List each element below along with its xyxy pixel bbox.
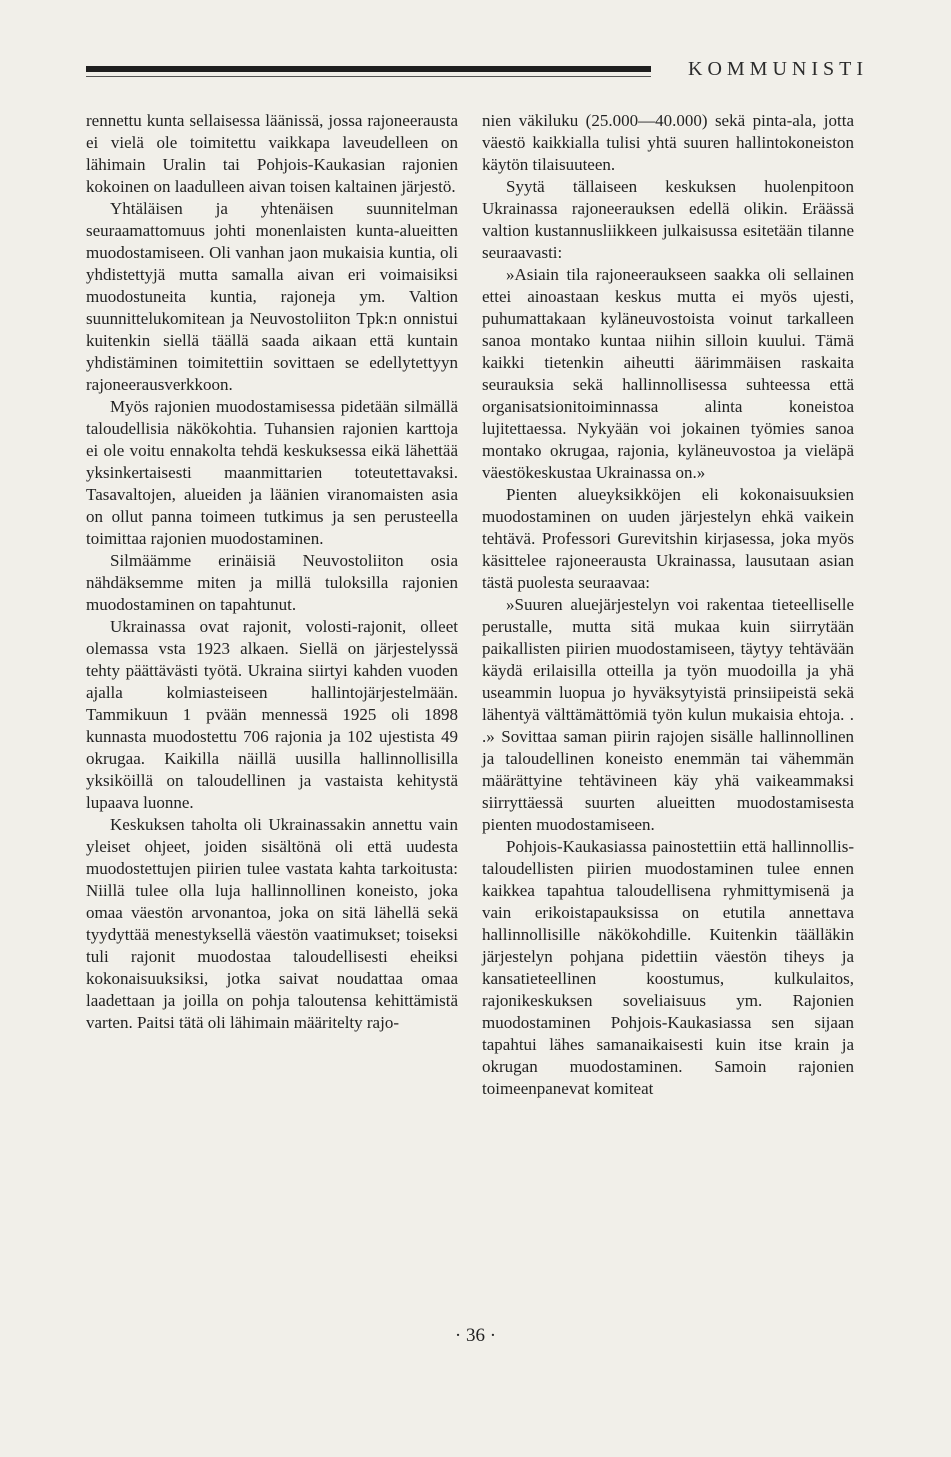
left-column [86,110,458,1034]
paragraph: nien väkiluku (25.000—40.000) sekä pinta-ala, jotta väestö kaikkialla tulisi yhtä suuren hallintokoneiston käytön tilaisuuteen. [482,111,854,174]
paragraph: Yhtäläisen ja yhtenäisen suunnitelman seuraamattomuus johti monenlaisten kunta-alueitten muodostamiseen. Oli vanhan jaon mukaisia kuntia, oli yhdistettyjä mutta samalla aivan eri voimaisiksi muodostuneita kuntia, rajoneja ym. Valtion suunnittelukomitean ja Neuvostoliiton Tpk:n onnistui kuitenkin siellä täällä saada aikaan että kuntain yhdistäminen toimitettiin sovittaen se edellytettyyn rajoneerausverkkoon. [86,199,458,394]
paragraph: rennettu kunta sellaisessa läänissä, jossa rajoneerausta ei vielä ole toimitettu vaikkapa laveudelleen on lähimain Uralin tai Pohjois-Kaukasian rajonien kokoinen on laadulleen aivan toisen kaltainen järjestö. [86,111,458,196]
paragraph: Pohjois-Kaukasiassa painostettiin että hallinnollis-taloudellisten piirien muodostaminen tulee ennen kaikkea tapahtua taloudellisena ryhmittymisenä ja vain erikoistapauksissa on etutila annettava hallinnollisille näkökohdille. Kuitenkin täälläkin järjestelyn pohjana pidettiin väestön tiheys ja kansatieteellinen koostumus, kulkulaitos, rajonikeskuksen soveliaisuus ym. Rajonien muodostaminen Pohjois-Kaukasiassa sen sijaan tapahtui lähes samanaikaisesti kuin itse krain ja okrugan muodostaminen. Samoin rajonien toimeenpanevat komiteat [482,837,854,1098]
header-rule [86,66,651,72]
journal-title: KOMMUNISTI [688,58,868,80]
paragraph: Myös rajonien muodostamisessa pidetään silmällä taloudellisia näkökohtia. Tuhansien rajonien karttoja ei ole voitu ennakolta tehdä keskuksessa eikä lähettää yksinkertaisesti maanmittarien toteutettavaksi. Tasavaltojen, alueiden ja läänien viranomaisten asia on ollut panna toimeen tutkimus ja sen perusteella toimittaa rajonien muodostaminen. [86,397,458,548]
paragraph: »Suuren aluejärjestelyn voi rakentaa tieteelliselle perustalle, mutta sitä mukaa kuin siirrytään paikallisten piirien muodostamiseen, täytyy tehtävään käydä erilaisilla otteilla ja työn muodoilla ja yhä useammin luopua jo hyväksytyistä prinsiipeistä sekä lähentyä välttämättömiä työn kulun mukaisia ehtoja. . .» Sovittaa saman piirin rajojen sisälle hallinnollinen ja taloudellinen koneisto enemmän tai vähemmän määrättyine tehtävineen käy yhä vaikeammaksi siirryttäessä suurten alueitten muodostamisesta pienten muodostamiseen. [482,595,854,834]
paragraph: Ukrainassa ovat rajonit, volosti-rajonit, olleet olemassa vsta 1923 alkaen. Siellä on järjestelyssä tehty päättävästi työtä. Ukraina siirtyi kahden vuoden ajalla kolmiasteiseen hallintojärjestelmään. Tammikuun 1 pvään mennessä 1925 oli 1898 kunnasta muodostettu 706 rajonia ja 102 ujestista 49 okrugaa. Kaikilla näillä uusilla hallinnollisilla yksiköillä on taloudellinen ja vastaista kehitystä lupaava luonne. [86,617,458,812]
paragraph: Pienten alueyksikköjen eli kokonaisuuksien muodostaminen on uuden järjestelyn ehkä vaikein tehtävä. Professori Gurevitshin kirjasessa, joka myös käsittelee rajoneerausta Ukrainassa, lausutaan asian tästä puolesta seuraavaa: [482,485,854,592]
right-column [482,110,854,1100]
header-rule-thin [86,76,651,77]
paragraph: Silmäämme erinäisiä Neuvostoliiton osia nähdäksemme miten ja millä tuloksilla rajonien muodostaminen on tapahtunut. [86,551,458,614]
page-number: · 36 · [454,1325,497,1346]
paragraph: Keskuksen taholta oli Ukrainassakin annettu vain yleiset ohjeet, joiden sisältönä oli että uudesta muodostettujen piirien tulee vastata kahta tarkoitusta: Niillä tulee olla luja hallinnollinen koneisto, joka omaa väestön arvonantoa, joka on sitä lähellä sekä tyydyttää menestyksellä väestön vaatimukset; toiseksi tuli rajonit muodostaa taloudellisesti eheiksi kokonaisuuksiksi, jotka saivat noudattaa omaa laadettaan ja joilla on pohja taloutensa kehittämistä varten. Paitsi tätä oli lähimain määritelty rajo- [86,815,458,1032]
paragraph: »Asiain tila rajoneeraukseen saakka oli sellainen ettei ainoastaan keskus mutta ei myös ujesti, puhumattakaan kyläneuvostoista voinut tarkalleen sanoa montako kuntaa niihin silloin kuului. Tämä kaikki tietenkin aiheutti äärimmäisen raskaita seurauksia sekä hallinnollisessa suhteessa että organisatsionitoiminnassa alinta koneistoa lujitettaessa. Nykyään voi jokainen työmies sanoa montako okrugaa, rajonia, kyläneuvostoa ja vieläpä väestökeskustaa Ukrainassa on.» [482,265,854,482]
paragraph: Syytä tällaiseen keskuksen huolenpitoon Ukrainassa rajoneerauksen edellä olikin. Eräässä valtion kustannusliikkeen julkaisussa esitetään tilanne seuraavasti: [482,177,854,262]
